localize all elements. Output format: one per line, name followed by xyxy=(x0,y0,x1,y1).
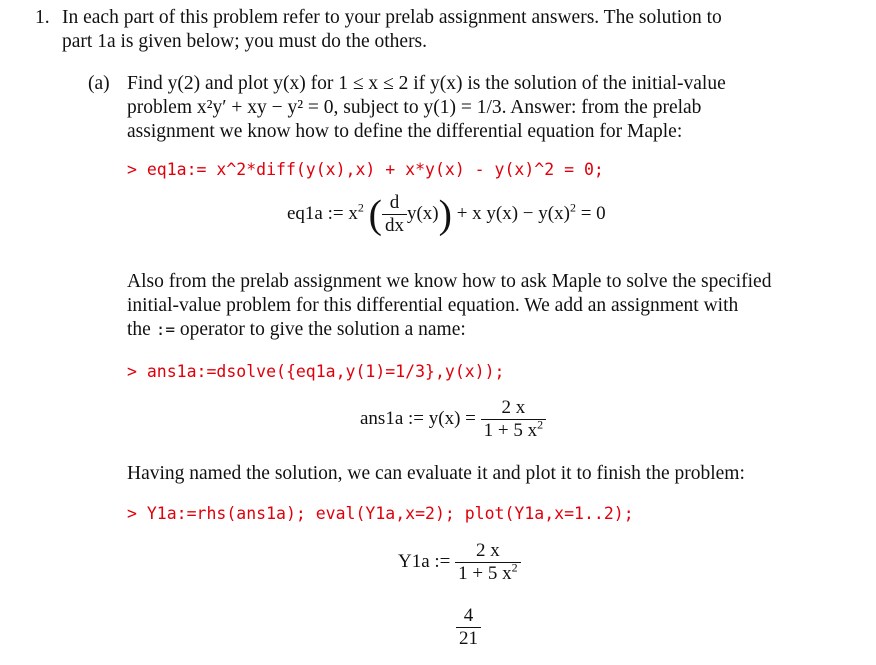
maple-output-1 xyxy=(287,192,606,237)
output2-lhs: ans1a := y(x) = xyxy=(360,407,476,429)
maple-output-2 xyxy=(360,397,546,442)
maple-command-3: > Y1a:=rhs(ans1a); eval(Y1a,x=2); plot(Y1a,x=1..2); xyxy=(127,504,634,523)
text2-line-1: Also from the prelab assignment we know how to ask Maple to solve the specified xyxy=(127,271,772,292)
output1-rest: + x y(x) − y(x) xyxy=(456,202,570,224)
output4-numerator: 4 xyxy=(463,605,474,626)
output3-fraction xyxy=(455,540,520,585)
text2-line-2: initial-value problem for this differential equation. We add an assignment with xyxy=(127,295,739,316)
output1-rest-sup: 2 xyxy=(569,200,576,215)
derivative-numerator: d xyxy=(389,192,400,213)
part-a-text-3 xyxy=(127,462,815,486)
output2-fraction xyxy=(481,397,546,442)
output4-fraction xyxy=(456,605,481,650)
text2-line-3 xyxy=(127,318,815,342)
output1-end: = 0 xyxy=(580,202,606,224)
output4-denominator: 21 xyxy=(456,627,481,650)
text1-line-2: problem x²y′ + xy − y² = 0, subject to y(1) = 1/3. Answer: from the prelab xyxy=(127,97,702,118)
output2-denominator: 1 + 5 $x^2$ xyxy=(481,419,546,442)
output1-inner: y(x) xyxy=(406,202,439,224)
output3-lhs: Y1a := xyxy=(398,550,451,572)
output1-sup: 2 xyxy=(357,200,364,215)
maple-command-1: > eq1a:= x^2*diff(y(x),x) + x*y(x) - y(x)^2 = 0; xyxy=(127,160,604,179)
text2-line-3-pre: the xyxy=(127,319,151,340)
problem-intro xyxy=(62,6,814,54)
left-paren: ( xyxy=(368,191,382,237)
output2-numerator: 2 x xyxy=(501,397,526,418)
intro-line-2: part 1a is given below; you must do the others. xyxy=(62,31,428,52)
maple-output-4 xyxy=(456,605,481,650)
assignment-operator: := xyxy=(155,320,175,339)
part-a-text-2 xyxy=(127,270,815,342)
output3-numerator: 2 x xyxy=(476,540,500,561)
part-a-text-1 xyxy=(127,72,815,144)
derivative-denominator: dx xyxy=(382,214,407,237)
text1-line-1: Find y(2) and plot y(x) for 1 ≤ x ≤ 2 if y(x) is the solution of the initial-value xyxy=(127,73,726,94)
output1-x: x xyxy=(348,202,358,224)
right-paren: ) xyxy=(438,191,452,237)
text3-line-1: Having named the solution, we can evaluate it and plot it to finish the problem: xyxy=(127,463,745,484)
output3-denominator: 1 + 5 $x^2$ xyxy=(455,562,520,585)
intro-line-1: In each part of this problem refer to your prelab assignment answers. The solution to xyxy=(62,7,722,28)
output1-lhs: eq1a := xyxy=(287,202,344,224)
problem-number: 1. xyxy=(35,7,50,28)
text2-line-3-post: operator to give the solution a name: xyxy=(179,319,466,340)
text1-line-3: assignment we know how to define the differential equation for Maple: xyxy=(127,121,683,142)
part-a-label: (a) xyxy=(88,73,110,94)
derivative-fraction xyxy=(382,192,407,237)
maple-output-3 xyxy=(398,540,521,585)
maple-command-2: > ans1a:=dsolve({eq1a,y(1)=1/3},y(x)); xyxy=(127,362,505,381)
